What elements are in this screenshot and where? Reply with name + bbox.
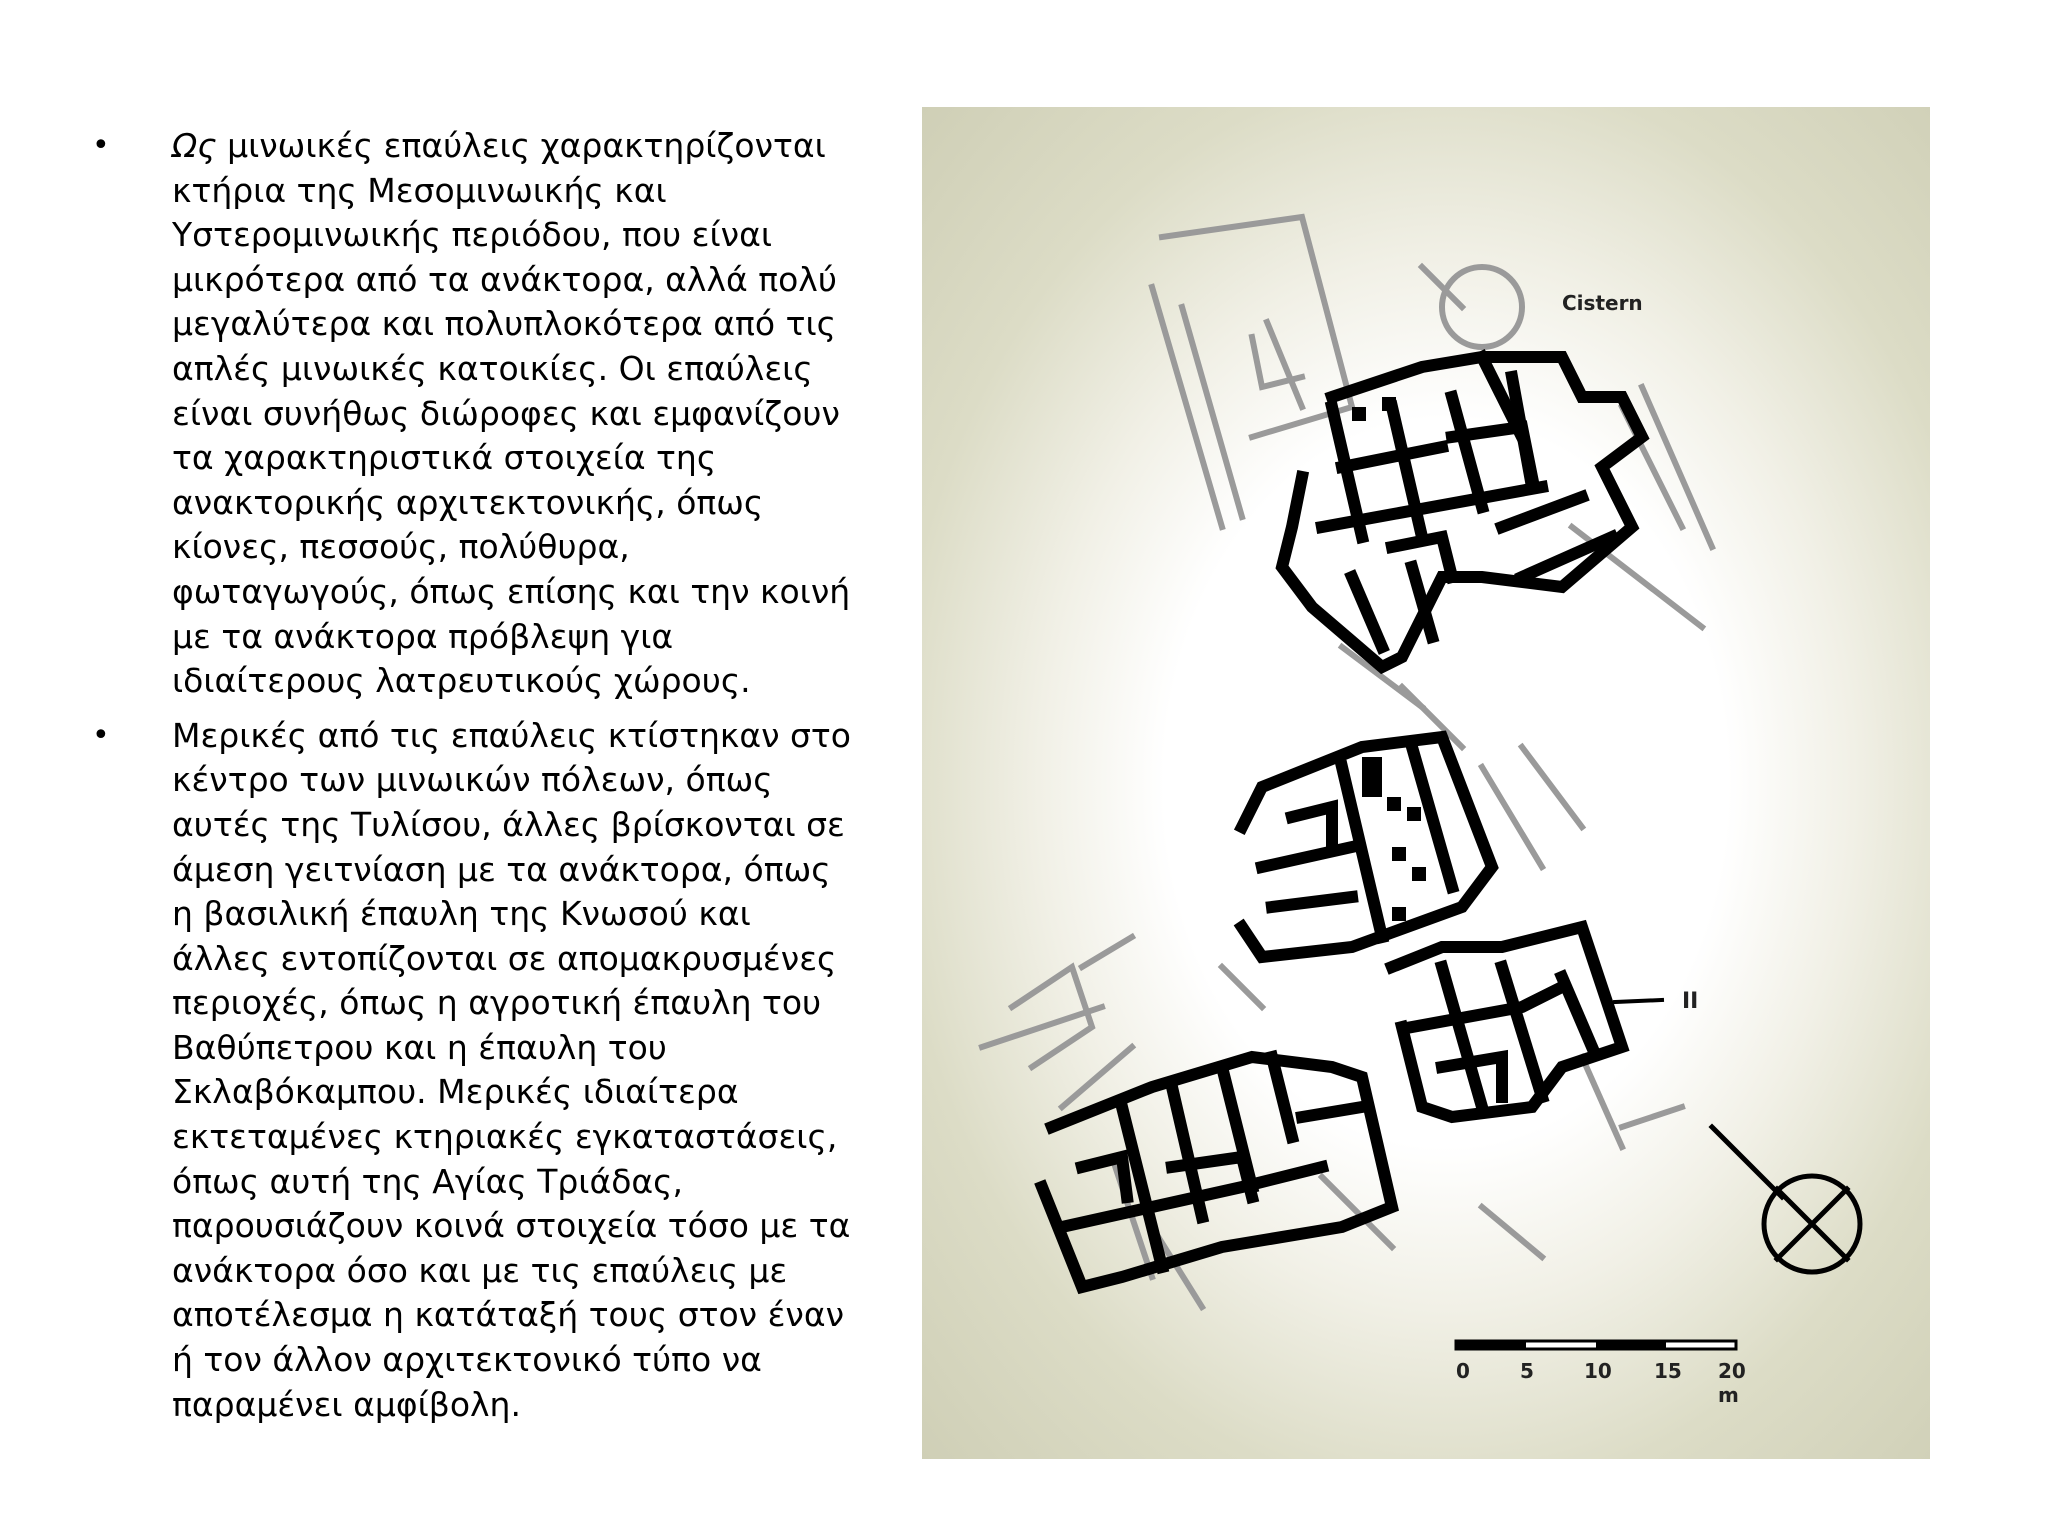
scale-tick: 20 m: [1718, 1359, 1746, 1407]
label-ii: II: [1682, 989, 1699, 1014]
floor-plan-drawing: [922, 107, 1930, 1459]
plan-lower-left-block: [1042, 1057, 1392, 1287]
bullet-text: [172, 124, 852, 704]
scale-labels: [1456, 1359, 1746, 1407]
villa-plan-figure: [922, 107, 1930, 1459]
scale-tick: 15: [1654, 1359, 1682, 1383]
plan-lower-right-block: [1392, 927, 1622, 1117]
bullet-text-body: Μερικές από τις επαύλεις κτίστηκαν στο κέντρο των μινωικών πόλεων, όπως αυτές της Τυλίσου, άλλες βρίσκονται σε άμεση γειτνίαση με τα ανάκτορα, όπως η βασιλική έπαυλη της Κνωσού και άλλες εντοπίζονται σε απομακρυσμένες περιοχές, όπως η αγροτική έπαυλη του Βαθύπετρου και η έπαυλη του Σκλαβόκαμπου. Μερικές ιδιαίτερα εκτεταμένες κτηριακές εγκαταστάσεις, όπως αυτή της Αγίας Τριάδας, παρουσιάζουν κοινά στοιχεία τόσο με τα ανάκτορα όσο και με τις επαύλεις με αποτέλεσμα η κατάταξή τους στον έναν ή τον άλλον αρχιτεκτονικό τύπο να παραμένει αμφίβολη.: [172, 715, 851, 1424]
bullet-list: [92, 124, 852, 1427]
label-cistern: Cistern: [1562, 291, 1643, 315]
scale-bar: [1456, 1341, 1736, 1349]
bullet-text: [172, 714, 852, 1428]
bullet-text-body: μινωικές επαύλεις χαρακτηρίζονται κτήρια της Μεσομινωικής και Υστερομινωικής περιόδου, που είναι μικρότερα από τα ανάκτορα, αλλά πολύ μεγαλύτερα και πολυπλοκότερα από τις απλές μινωικές κατοικίες. Οι επαύλεις είναι συνήθως διώροφες και εμφανίζουν τα χαρακτηριστικά στοιχεία της ανακτορικής αρχιτεκτονικής, όπως κίονες, πεσσούς, πολύθυρα, φωταγωγούς, όπως επίσης και την κοινή με τα ανάκτορα πρόβλεψη για ιδιαίτερους λατρευτικούς χώρους.: [172, 126, 851, 701]
scale-tick: 5: [1520, 1359, 1534, 1383]
plan-annex-faint: [982, 217, 1712, 1307]
text-column: [92, 124, 852, 1536]
scale-tick: 10: [1584, 1359, 1612, 1383]
bullet-marker: •: [92, 717, 110, 753]
scale-tick: 0: [1456, 1359, 1470, 1383]
bullet-item: [92, 714, 852, 1428]
bullet-item: [92, 124, 852, 704]
bullet-text-italic: Ως: [172, 126, 217, 165]
north-arrow: [1712, 1127, 1860, 1272]
bullet-marker: •: [92, 128, 110, 163]
plan-upper-block: [1282, 357, 1642, 667]
